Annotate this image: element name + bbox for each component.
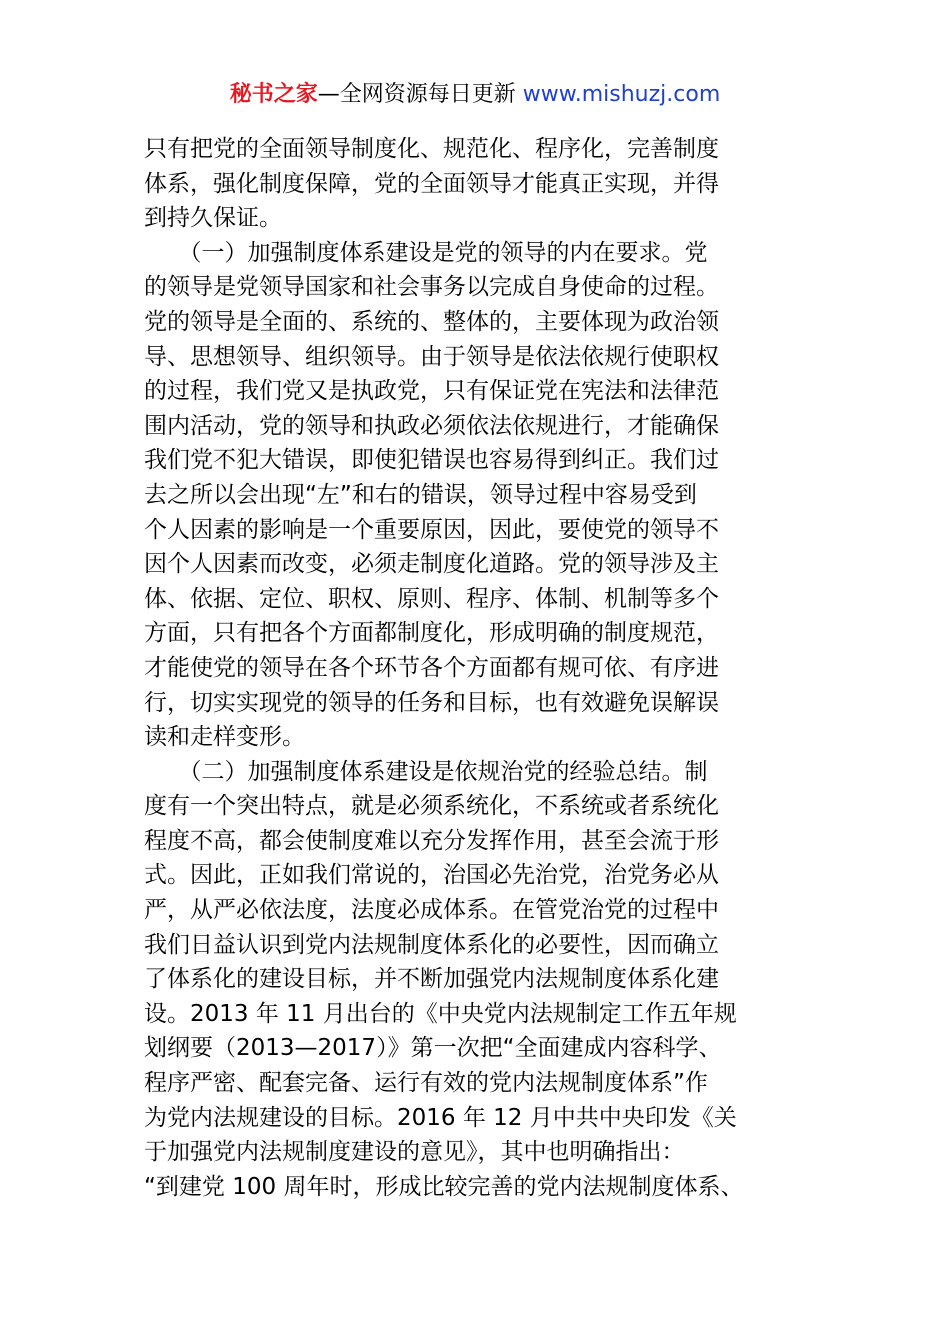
text-line: 程度不高，都会使制度难以充分发挥作用，甚至会流于形: [144, 827, 719, 854]
text-line: （一）加强制度体系建设是党的领导的内在要求。党: [144, 239, 708, 266]
text-line: 度有一个突出特点，就是必须系统化，不系统或者系统化: [144, 793, 719, 820]
text-line: 行，切实实现党的领导的任务和目标，也有效避免误解误: [144, 689, 719, 716]
text-line: 党的领导是全面的、系统的、整体的，主要体现为政治领: [144, 308, 719, 335]
text-line: 程序严密、配套完备、运行有效的党内法规制度体系”作: [144, 1070, 708, 1097]
text-line: 导、思想领导、组织领导。由于领导是依法依规行使职权: [144, 343, 719, 370]
text-line: 因个人因素而改变，必须走制度化道路。党的领导涉及主: [144, 551, 719, 578]
text-line: 的领导是党领导国家和社会事务以完成自身使命的过程。: [144, 274, 719, 301]
text-line: 围内活动，党的领导和执政必须依法依规进行，才能确保: [144, 412, 719, 439]
text-line: 划纲要（2013—2017）》第一次把“全面建成内容科学、: [144, 1035, 722, 1062]
header-tagline: —全网资源每日更新: [317, 82, 516, 107]
text-line: 方面，只有把各个方面都制度化，形成明确的制度规范，: [144, 620, 719, 647]
text-line: 于加强党内法规制度建设的意见》，其中也明确指出：: [144, 1139, 685, 1166]
text-line: 才能使党的领导在各个环节各个方面都有规可依、有序进: [144, 654, 719, 681]
text-line: 了体系化的建设目标，并不断加强党内法规制度体系化建: [144, 966, 719, 993]
text-line: 体、依据、定位、职权、原则、程序、体制、机制等多个: [144, 585, 719, 612]
site-url[interactable]: www.mishuzj.com: [515, 82, 721, 107]
text-line: 体系，强化制度保障，党的全面领导才能真正实现，并得: [144, 170, 719, 197]
text-line: 个人因素的影响是一个重要原因，因此，要使党的领导不: [144, 516, 719, 543]
brand-name: 秘书之家: [229, 82, 318, 107]
text-line: “到建党 100 周年时，形成比较完善的党内法规制度体系、: [144, 1173, 744, 1200]
text-line: 只有把党的全面领导制度化、规范化、程序化，完善制度: [144, 136, 719, 162]
site-header: [0, 80, 950, 110]
text-line: 的过程，我们党又是执政党，只有保证党在宪法和法律范: [144, 378, 719, 405]
text-line: 我们日益认识到党内法规制度体系化的必要性，因而确立: [144, 931, 719, 958]
text-line: 到持久保证。: [144, 205, 282, 232]
text-line: 设。2013 年 11 月出台的《中央党内法规制定工作五年规: [144, 1000, 737, 1027]
text-line: 我们党不犯大错误，即使犯错误也容易得到纠正。我们过: [144, 447, 719, 474]
document-body: [144, 132, 808, 1204]
text-line: （二）加强制度体系建设是依规治党的经验总结。制: [144, 758, 708, 785]
text-line: 为党内法规建设的目标。2016 年 12 月中共中央印发《关: [144, 1104, 737, 1131]
text-line: 严，从严必依法度，法度必成体系。在管党治党的过程中: [144, 897, 719, 924]
text-line: 去之所以会出现“左”和右的错误，领导过程中容易受到: [144, 481, 697, 508]
text-line: 读和走样变形。: [144, 724, 305, 751]
text-line: 式。因此，正如我们常说的，治国必先治党，治党务必从: [144, 862, 719, 889]
